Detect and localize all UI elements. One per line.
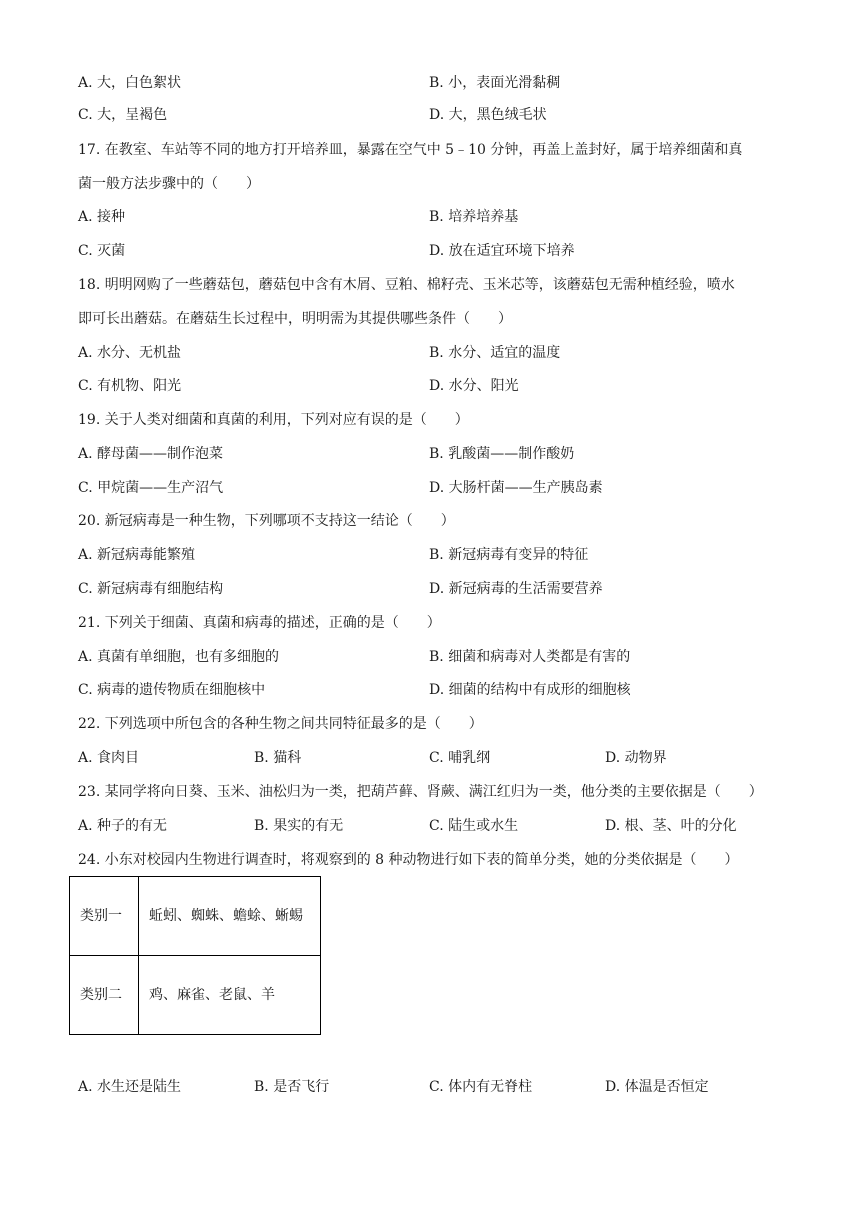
q17-option-d: D. 放在适宜环境下培养 (429, 243, 575, 259)
q19-option-a: A. 酵母菌——制作泡菜 (78, 446, 224, 462)
q22-option-b: B. 猫科 (254, 750, 302, 766)
q20-option-c: C. 新冠病毒有细胞结构 (78, 581, 224, 597)
classification-table (69, 876, 321, 1035)
table-row (70, 877, 321, 956)
q22-option-a: A. 食肉目 (78, 750, 140, 766)
q21-option-a: A. 真菌有单细胞，也有多细胞的 (78, 649, 280, 665)
q22-option-c: C. 哺乳纲 (429, 750, 491, 766)
table-content-cell: 鸡、麻雀、老鼠、羊 (139, 956, 321, 1035)
q23-option-a: A. 种子的有无 (78, 818, 168, 834)
q18-stem-line2: 即可长出蘑菇。在蘑菇生长过程中，明明需为其提供哪些条件（ ） (78, 311, 512, 327)
q20-option-a: A. 新冠病毒能繁殖 (78, 547, 196, 563)
table-header-cell: 类别一 (70, 877, 139, 956)
q19-option-b: B. 乳酸菌——制作酸奶 (429, 446, 575, 462)
q17-stem-line1: 17. 在教室、车站等不同的地方打开培养皿，暴露在空气中 5﹣10 分钟，再盖上盖封好，属于培养细菌和真 (78, 142, 743, 158)
table-header-cell: 类别二 (70, 956, 139, 1035)
q16-option-a: A. 大，白色絮状 (78, 75, 182, 91)
q24-option-d: D. 体温是否恒定 (605, 1079, 709, 1095)
q17-option-a: A. 接种 (78, 209, 126, 225)
q16-option-c: C. 大，呈褐色 (78, 107, 168, 123)
q24-option-a: A. 水生还是陆生 (78, 1079, 182, 1095)
q23-option-c: C. 陆生或水生 (429, 818, 519, 834)
q20-option-d: D. 新冠病毒的生活需要营养 (429, 581, 603, 597)
q17-option-b: B. 培养培养基 (429, 209, 519, 225)
q18-stem-line1: 18. 明明网购了一些蘑菇包，蘑菇包中含有木屑、豆粕、棉籽壳、玉米芯等，该蘑菇包无需种植经验，喷水 (78, 277, 735, 293)
q17-stem-line2: 菌一般方法步骤中的（ ） (78, 176, 260, 192)
q23-option-b: B. 果实的有无 (254, 818, 344, 834)
q18-option-c: C. 有机物、阳光 (78, 378, 182, 394)
q17-option-c: C. 灭菌 (78, 243, 126, 259)
q16-option-d: D. 大，黑色绒毛状 (429, 107, 547, 123)
q21-stem: 21. 下列关于细菌、真菌和病毒的描述，正确的是（ ） (78, 615, 441, 631)
q19-option-d: D. 大肠杆菌——生产胰岛素 (429, 480, 603, 496)
q18-option-a: A. 水分、无机盐 (78, 345, 182, 361)
q21-option-b: B. 细菌和病毒对人类都是有害的 (429, 649, 631, 665)
q20-option-b: B. 新冠病毒有变异的特征 (429, 547, 589, 563)
q24-option-b: B. 是否飞行 (254, 1079, 330, 1095)
q19-option-c: C. 甲烷菌——生产沼气 (78, 480, 224, 496)
q19-stem: 19. 关于人类对细菌和真菌的利用，下列对应有误的是（ ） (78, 412, 469, 428)
q23-option-d: D. 根、茎、叶的分化 (605, 818, 737, 834)
table-row (70, 956, 321, 1035)
q18-option-d: D. 水分、阳光 (429, 378, 519, 394)
q20-stem: 20. 新冠病毒是一种生物，下列哪项不支持这一结论（ ） (78, 513, 455, 529)
q23-stem: 23. 某同学将向日葵、玉米、油松归为一类，把葫芦藓、肾蕨、满江红归为一类，他分类的主要依据是（ ） (78, 784, 763, 800)
q22-stem: 22. 下列选项中所包含的各种生物之间共同特征最多的是（ ） (78, 716, 483, 732)
table-content-cell: 蚯蚓、蜘蛛、蟾蜍、蜥蜴 (139, 877, 321, 956)
q24-stem: 24. 小东对校园内生物进行调查时，将观察到的 8 种动物进行如下表的简单分类，她的分类依据是（ ） (78, 852, 739, 868)
q16-option-b: B. 小，表面光滑黏稠 (429, 75, 561, 91)
q21-option-d: D. 细菌的结构中有成形的细胞核 (429, 682, 631, 698)
q24-option-c: C. 体内有无脊柱 (429, 1079, 533, 1095)
q18-option-b: B. 水分、适宜的温度 (429, 345, 561, 361)
q22-option-d: D. 动物界 (605, 750, 667, 766)
q21-option-c: C. 病毒的遗传物质在细胞核中 (78, 682, 266, 698)
